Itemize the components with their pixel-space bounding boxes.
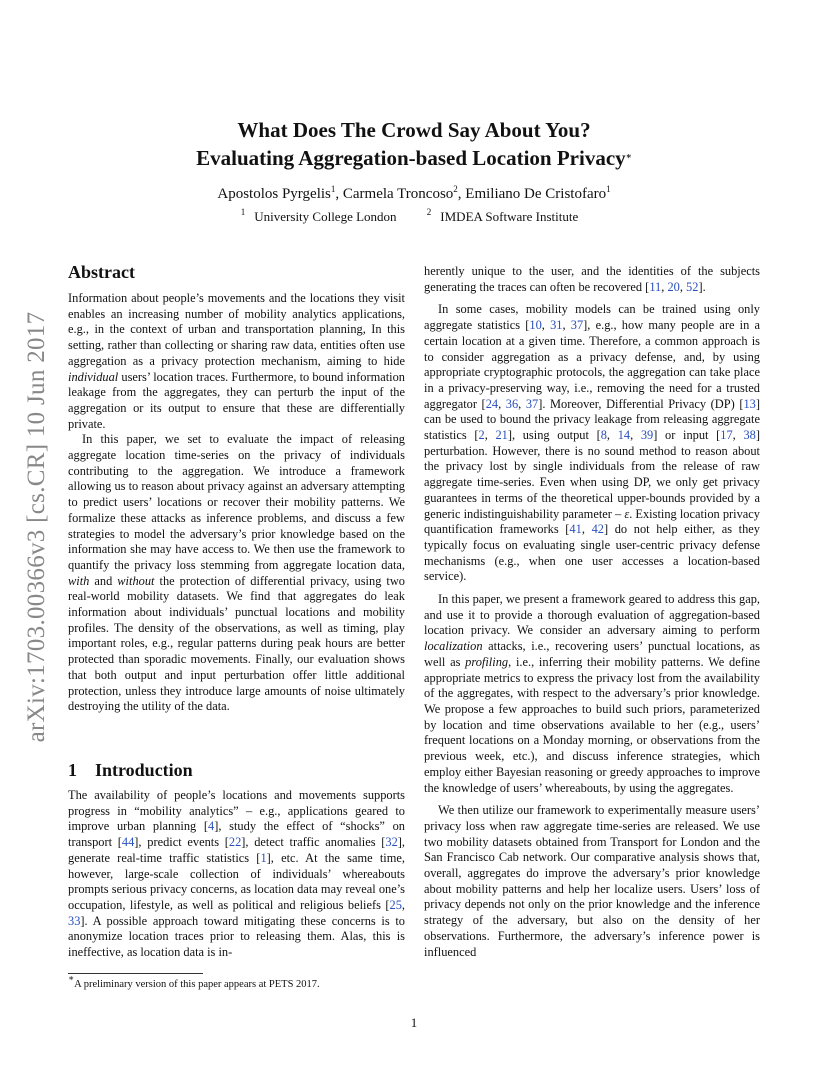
author-separator: , <box>457 186 466 202</box>
body-paragraph: We then utilize our framework to experimentally measure users’ privacy loss when raw aggregate time-series are released. We use two mobility datasets obtained from Transport for London and the San Francisco Cab network. Our comparative analysis shows that, overall, aggregates do improve the adversary’s prior knowledge about mobility patterns and help her localize users. Users’ loss of privacy depends not only on the prior knowledge and the inference strategy of the adversary, but also on the density of her observations. Furthermore, the adversary’s inference power is influenced <box>424 803 760 959</box>
title-line-2 <box>0 144 828 172</box>
title-line-1: What Does The Crowd Say About You? <box>237 118 591 142</box>
footnote-rule <box>68 973 203 974</box>
citation-link[interactable]: 24 <box>485 396 499 411</box>
title-line-2-text: Evaluating Aggregation-based Location Privacy <box>196 146 626 170</box>
author-name: Carmela Troncoso <box>342 186 454 202</box>
citation-link[interactable]: 37 <box>525 396 539 411</box>
citation-link[interactable]: 37 <box>570 318 584 333</box>
citation-link[interactable]: 20 <box>667 279 680 294</box>
citation-link[interactable]: 10 <box>529 318 542 333</box>
citation-link[interactable]: 33 <box>68 913 81 928</box>
footnote-text: A preliminary version of this paper appears at PETS 2017. <box>74 979 320 990</box>
emphasized-text: with <box>68 573 90 588</box>
citation-link[interactable]: 22 <box>228 835 242 850</box>
affiliation <box>241 209 406 224</box>
citation-link[interactable]: 32 <box>385 835 398 850</box>
citation-link[interactable]: 38 <box>743 428 756 443</box>
body-paragraph: In some cases, mobility models can be trained using only aggregate statistics [10, 31, 37], e.g., how many people are in a certain location at a given time. Therefore, a common approach is to consider aggregation as a privacy defense, and, by using appropriate cryptographic protocols, the aggregation can take place in a privacy-preserving way, i.e., removing the need for a trusted aggregator [24, 36, 37]. Moreover, Differential Privacy (DP) [13] can be used to bound the privacy leakage from releasing aggregate statistics [2, 21], using output [8, 14, 39] or input [17, 38] perturbation. However, there is no sound method to reason about the privacy lost by single individuals from the release of raw aggregate time-series. Even when using DP, we only get privacy guarantees in terms of the theoretical upper-bounds provided by a generic indistinguishability parameter – ε. Existing location privacy quantification frameworks [41, 42] do not help either, as they typically focus on evaluating single user-centric privacy defense mechanisms (e.g., when one user accesses a location-based service). <box>424 302 760 584</box>
affiliation-list <box>0 209 828 225</box>
affiliation-name: University College London <box>254 209 397 224</box>
intro-paragraph: The availability of people’s locations and movements supports progress in “mobility analytics” – e.g., applications geared to improve urban planning [4], study the effect of “shocks” on transport [44], predict events [22], detect traffic anomalies [32], generate real-time traffic statistics [1], etc. At the same time, however, large-scale collection of individuals’ whereabouts prompts serious privacy concerns, as location data may reveal one’s occupation, lifestyle, as well as political and religious beliefs [25, 33]. A possible approach toward mitigating these concerns is to anonymize location traces prior to releasing them. Alas, this is ineffective, as location data is in- <box>68 788 406 960</box>
author-affiliation-mark: 1 <box>606 184 611 194</box>
author-name: Emiliano De Cristofaro <box>465 186 607 202</box>
body-paragraph: In this paper, we present a framework geared to address this gap, and use it to provide a thorough evaluation of aggregation-based location privacy. We consider an adversary aiming to perform localization attacks, i.e., recovering users’ punctual locations, as well as profiling, i.e., inferring their mobility patterns. We define appropriate metrics to express the privacy lost from the availability of the aggregates, with respect to the adversary’s prior knowledge. We propose a few approaches to build such priors, parameterized by location and time observations available to her (e.g., users’ frequent locations on a Monday morning, or observations from the previous week, etc.), and discuss inference strategies, which employ either Bayesian reasoning or greedy approaches to improve the knowledge of users’ whereabouts, by using the aggregates. <box>424 592 760 795</box>
citation-link[interactable]: 25 <box>389 897 402 912</box>
citation-link[interactable]: 8 <box>600 428 607 443</box>
footnote <box>68 973 408 990</box>
citation-link[interactable]: 31 <box>550 318 563 333</box>
citation-link[interactable]: 2 <box>478 428 485 443</box>
emphasized-text: individual <box>68 369 119 384</box>
affiliation <box>427 209 587 224</box>
section-heading-introduction <box>68 760 193 781</box>
affiliation-name: IMDEA Software Institute <box>440 209 579 224</box>
title-footnote-mark: ∗ <box>625 151 632 161</box>
affiliation-number: 2 <box>426 207 432 217</box>
citation-link[interactable]: 21 <box>495 428 508 443</box>
author-affiliation-mark: 1 <box>330 184 336 194</box>
section-number: 1 <box>68 760 77 780</box>
citation-link[interactable]: 44 <box>121 835 135 850</box>
citation-link[interactable]: 13 <box>743 396 756 411</box>
introduction-body-right <box>424 264 760 960</box>
body-paragraph: herently unique to the user, and the identities of the subjects generating the traces can often be recovered [11, 20, 52]. <box>424 264 760 294</box>
page-number: 1 <box>410 1015 418 1030</box>
citation-link[interactable]: 4 <box>208 819 215 834</box>
arxiv-id-text: arXiv:1703.00366v3 [cs.CR] 10 Jun 2017 <box>23 311 50 743</box>
footnote-mark: ∗ <box>68 973 75 983</box>
citation-link[interactable]: 36 <box>505 396 519 411</box>
citation-link[interactable]: 41 <box>569 522 582 537</box>
abstract-heading: Abstract <box>68 262 135 282</box>
author-affiliation-mark: 2 <box>453 184 458 194</box>
author-separator: , <box>335 186 343 202</box>
emphasized-text: localization <box>424 639 483 654</box>
abstract-body <box>68 291 405 715</box>
emphasized-text: without <box>117 573 155 588</box>
citation-link[interactable]: 17 <box>720 428 733 443</box>
citation-link[interactable]: 14 <box>617 428 631 443</box>
emphasized-text: profiling <box>465 654 509 669</box>
affiliation-number: 1 <box>240 207 246 217</box>
emphasized-text: ε <box>624 506 630 521</box>
author-list <box>0 186 828 203</box>
citation-link[interactable]: 11 <box>649 279 662 294</box>
abstract-paragraph: Information about people’s movements and the locations they visit enables an increasing number of mobility analytics applications, e.g., in the context of urban and transportation planning, In this setting, rather than collecting or sharing raw data, entities often use aggregation as a privacy protection mechanism, aiming to hide individual users’ location traces. Furthermore, to bound information leakage from the aggregates, they can perturb the input of the aggregation or its output to ensure that these are differentially private. <box>68 291 405 431</box>
citation-link[interactable]: 1 <box>260 850 267 865</box>
author-name: Apostolos Pyrgelis <box>217 186 331 202</box>
abstract-paragraph: In this paper, we set to evaluate the impact of releasing aggregate location time-series on the privacy of individuals contributing to the aggregation. We introduce a framework allowing us to reason about privacy against an adversary attempting to predict users’ locations or recover their mobility patterns. We formalize these attacks as inference problems, and discuss a few strategies to model the adversary’s prior knowledge based on the information she may have access to. We then use the framework to quantify the privacy loss stemming from aggregate location data, with and without the protection of differential privacy, using two real-world mobility datasets. We find that aggregates do leak information about individuals’ punctual locations and mobility profiles. The density of the observations, as well as timing, play important roles, e.g., regular patterns during peak hours are better protected than sporadic movements. Finally, our evaluation shows that both output and input perturbation offer little additional protection, unless they introduce large amounts of noise ultimately destroying the utility of the data. <box>68 432 405 714</box>
citation-link[interactable]: 52 <box>686 279 699 294</box>
citation-link[interactable]: 42 <box>591 522 604 537</box>
section-title: Introduction <box>95 760 193 780</box>
arxiv-sidebar-stamp <box>17 292 57 762</box>
introduction-body-left <box>68 788 405 961</box>
citation-link[interactable]: 39 <box>640 428 654 443</box>
